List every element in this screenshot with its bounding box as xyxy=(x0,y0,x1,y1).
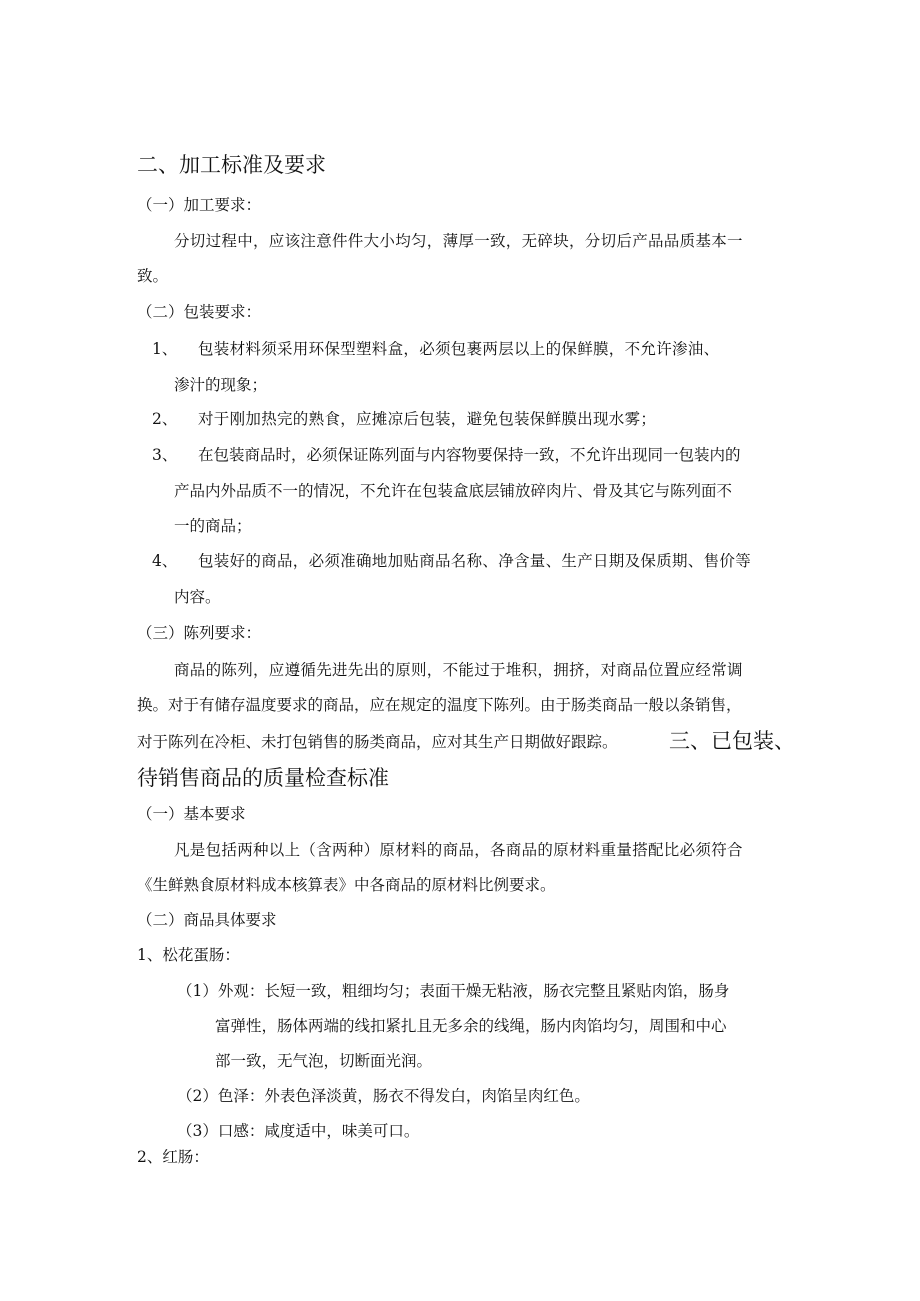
subsection-processing-heading: （一）加工要求： xyxy=(137,196,262,214)
product-2-name: 2、红肠： xyxy=(137,1148,209,1166)
packaging-item-1-number: 1、 xyxy=(152,340,178,358)
packaging-item-1-line-2: 渗汁的现象； xyxy=(174,376,268,394)
display-paragraph-line-1: 商品的陈列，应遵循先进先出的原则，不能过于堆积，拥挤，对商品位置应经常调 xyxy=(174,661,743,679)
display-paragraph-line-2: 换。对于有储存温度要求的商品，应在规定的温度下陈列。由于肠类商品一般以条销售， xyxy=(137,696,742,714)
section-2-title: 二、加工标准及要求 xyxy=(137,153,326,177)
product-1-name: 1、松花蛋肠： xyxy=(137,946,240,964)
display-paragraph-line-3: 对于陈列在冷柜、未打包销售的肠类商品，应对其生产日期做好跟踪。 xyxy=(137,733,618,751)
subsection-basic-heading: （一）基本要求 xyxy=(137,805,246,823)
processing-paragraph-line-2: 致。 xyxy=(137,267,169,285)
processing-paragraph-line-1: 分切过程中，应该注意件件大小均匀，薄厚一致，无碎块，分切后产品品质基本一 xyxy=(174,232,743,250)
packaging-item-1-line-1: 包装材料须采用环保型塑料盒，必须包裹两层以上的保鲜膜，不允许渗油、 xyxy=(198,340,720,358)
section-3-title-part-2: 待销售商品的质量检查标准 xyxy=(137,766,389,790)
packaging-item-4-line-1: 包装好的商品，必须准确地加贴商品名称、净含量、生产日期及保质期、售价等 xyxy=(198,552,752,570)
packaging-item-4-line-2: 内容。 xyxy=(174,588,221,606)
product-1-appearance-line-3: 部一致，无气泡，切断面光润。 xyxy=(215,1052,433,1070)
packaging-item-3-line-2: 产品内外品质不一的情况，不允许在包装盒底层铺放碎肉片、骨及其它与陈列面不 xyxy=(174,482,733,500)
product-1-taste: （3）口感：咸度适中，味美可口。 xyxy=(177,1122,420,1140)
packaging-item-3-number: 3、 xyxy=(152,446,178,464)
product-1-color: （2）色泽：外表色泽淡黄，肠衣不得发白，肉馅呈肉红色。 xyxy=(177,1087,590,1105)
product-1-appearance-line-2: 富弹性，肠体两端的线扣紧扎且无多余的线绳，肠内肉馅均匀，周围和中心 xyxy=(215,1017,727,1035)
basic-paragraph-line-2: 《生鲜熟食原材料成本核算表》中各商品的原材料比例要求。 xyxy=(137,876,556,894)
product-1-appearance-line-1: （1）外观：长短一致，粗细均匀；表面干燥无粘液，肠衣完整且紧贴肉馅，肠身 xyxy=(177,982,730,1000)
packaging-item-2-number: 2、 xyxy=(152,410,178,428)
packaging-item-4-number: 4、 xyxy=(152,552,178,570)
section-3-title-part-1: 三、已包装、 xyxy=(669,729,795,753)
packaging-item-3-line-3: 一的商品； xyxy=(174,517,252,535)
packaging-item-3-line-1: 在包装商品时，必须保证陈列面与内容物要保持一致，不允许出现同一包装内的 xyxy=(198,446,741,464)
basic-paragraph-line-1: 凡是包括两种以上（含两种）原材料的商品，各商品的原材料重量搭配比必须符合 xyxy=(174,841,743,859)
subsection-display-heading: （三）陈列要求： xyxy=(137,624,262,642)
subsection-packaging-heading: （二）包装要求： xyxy=(137,303,262,321)
subsection-product-heading: （二）商品具体要求 xyxy=(137,911,277,929)
packaging-item-2-line-1: 对于刚加热完的熟食，应摊凉后包装，避免包装保鲜膜出现水雾； xyxy=(198,410,657,428)
